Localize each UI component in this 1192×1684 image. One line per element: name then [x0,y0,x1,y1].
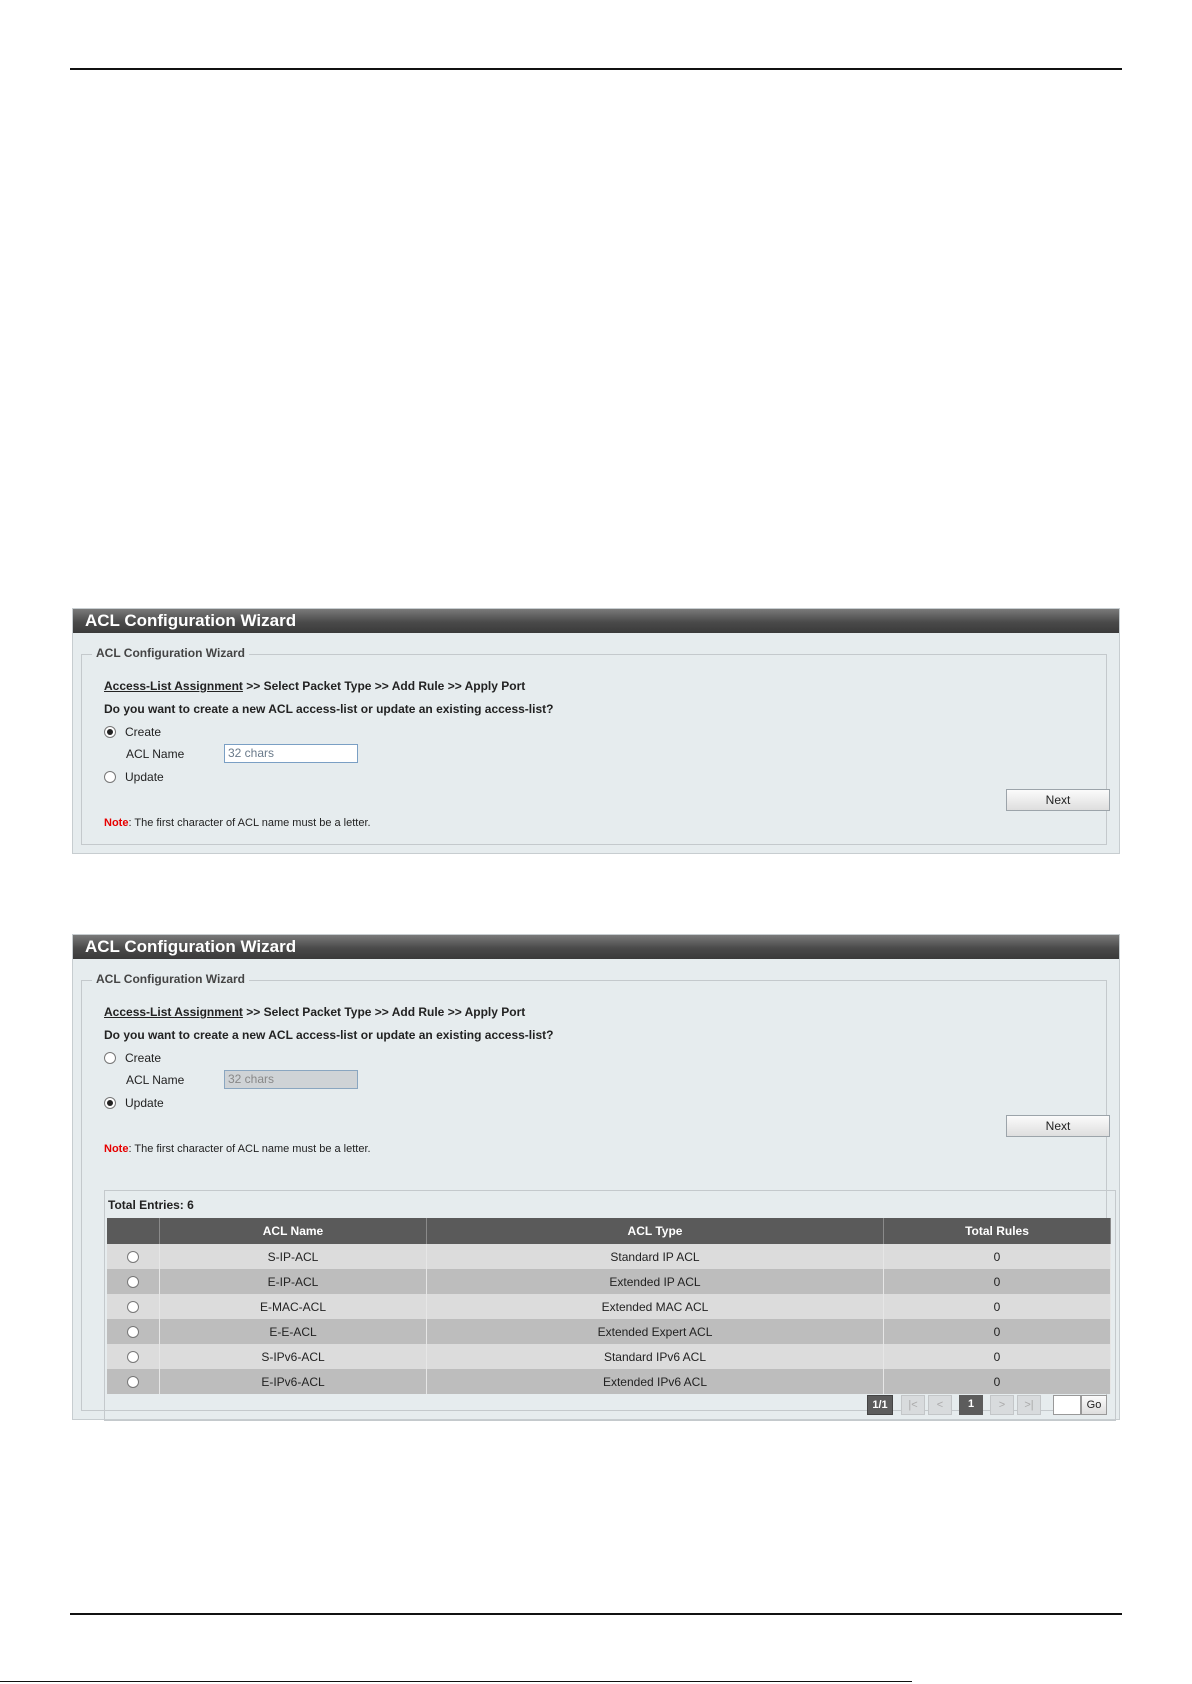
next-button[interactable]: Next [1006,1115,1110,1137]
page-1-button[interactable]: 1 [959,1395,983,1415]
create-option[interactable] [104,1051,161,1065]
row-select-cell [107,1294,160,1319]
update-radio[interactable] [104,1097,116,1109]
table-row[interactable] [107,1369,1111,1394]
fieldset-legend: ACL Configuration Wizard [92,972,249,986]
row-radio[interactable] [127,1301,139,1313]
breadcrumb-steps: >> Select Packet Type >> Add Rule >> Apply Port [242,1005,526,1019]
acl-name-cell: E-IP-ACL [160,1269,427,1294]
total-rules-cell: 0 [884,1344,1111,1369]
wizard-question: Do you want to create a new ACL access-list or update an existing access-list? [104,1028,554,1042]
next-button[interactable]: Next [1006,789,1110,811]
total-rules-cell: 0 [884,1369,1111,1394]
header-rule [70,68,1122,70]
acl-wizard-panel-create [72,608,1120,854]
panel-title: ACL Configuration Wizard [73,609,1119,633]
update-option[interactable] [104,770,164,784]
fieldset-legend: ACL Configuration Wizard [92,646,249,660]
column-header-total-rules: Total Rules [884,1218,1111,1244]
table-row[interactable] [107,1344,1111,1369]
acl-name-cell: E-MAC-ACL [160,1294,427,1319]
total-entries: Total Entries: 6 [108,1198,194,1212]
acl-wizard-panel-update [72,934,1120,1420]
create-label: Create [125,1051,162,1065]
prev-page-button[interactable]: < [928,1395,952,1415]
page-number-input[interactable] [1053,1395,1081,1415]
acl-type-cell: Extended IPv6 ACL [427,1369,884,1394]
go-button[interactable]: Go [1081,1395,1107,1415]
acl-type-cell: Extended IP ACL [427,1269,884,1294]
acl-name-label: ACL Name [126,1073,185,1087]
last-page-button[interactable]: >| [1017,1395,1041,1415]
column-header-acl-type: ACL Type [427,1218,884,1244]
wizard-fieldset [81,972,1107,1411]
pagination [867,1395,1109,1415]
total-rules-cell: 0 [884,1319,1111,1344]
footer-rule [70,1613,1122,1615]
update-label: Update [125,1096,164,1110]
table-row[interactable] [107,1269,1111,1294]
breadcrumb [104,1005,525,1019]
row-radio[interactable] [127,1326,139,1338]
acl-type-cell: Standard IP ACL [427,1244,884,1269]
acl-name-cell: E-IPv6-ACL [160,1369,427,1394]
note-text: : The first character of ACL name must be a letter. [128,817,371,829]
acl-type-cell: Extended MAC ACL [427,1294,884,1319]
acl-list-table-box [104,1190,1116,1421]
footnote-rule [0,1681,912,1682]
update-label: Update [125,770,164,784]
table-row[interactable] [107,1244,1111,1269]
note [104,817,371,829]
first-page-button[interactable]: |< [901,1395,925,1415]
acl-name-cell: S-IPv6-ACL [160,1344,427,1369]
select-column-header [107,1218,160,1244]
acl-name-input[interactable]: 32 chars [224,1070,358,1089]
acl-type-cell: Standard IPv6 ACL [427,1344,884,1369]
breadcrumb-access-list-assignment[interactable]: Access-List Assignment [104,1005,243,1019]
create-option[interactable] [104,725,161,739]
row-radio[interactable] [127,1376,139,1388]
row-select-cell [107,1269,160,1294]
row-radio[interactable] [127,1251,139,1263]
row-select-cell [107,1244,160,1269]
acl-type-cell: Extended Expert ACL [427,1319,884,1344]
create-label: Create [125,725,162,739]
create-radio[interactable] [104,726,116,738]
table-row[interactable] [107,1294,1111,1319]
update-option[interactable] [104,1096,164,1110]
update-radio[interactable] [104,771,116,783]
note-label: Note [104,1143,129,1155]
row-select-cell [107,1319,160,1344]
acl-name-cell: E-E-ACL [160,1319,427,1344]
table-row[interactable] [107,1319,1111,1344]
note-label: Note [104,817,129,829]
breadcrumb-access-list-assignment[interactable]: Access-List Assignment [104,679,243,693]
wizard-fieldset [81,646,1107,845]
row-select-cell [107,1369,160,1394]
note-text: : The first character of ACL name must be a letter. [128,1143,371,1155]
acl-name-cell: S-IP-ACL [160,1244,427,1269]
total-rules-cell: 0 [884,1294,1111,1319]
create-radio[interactable] [104,1052,116,1064]
note [104,1143,371,1155]
page-count: 1/1 [867,1395,893,1415]
acl-name-label: ACL Name [126,747,185,761]
table-header-row [107,1218,1111,1244]
acl-list-table [107,1218,1111,1394]
acl-name-input[interactable]: 32 chars [224,744,358,763]
panel-title: ACL Configuration Wizard [73,935,1119,959]
breadcrumb [104,679,525,693]
row-select-cell [107,1344,160,1369]
total-rules-cell: 0 [884,1269,1111,1294]
next-page-button[interactable]: > [990,1395,1014,1415]
wizard-question: Do you want to create a new ACL access-list or update an existing access-list? [104,702,554,716]
breadcrumb-steps: >> Select Packet Type >> Add Rule >> Apply Port [242,679,526,693]
row-radio[interactable] [127,1276,139,1288]
row-radio[interactable] [127,1351,139,1363]
column-header-acl-name: ACL Name [160,1218,427,1244]
total-rules-cell: 0 [884,1244,1111,1269]
